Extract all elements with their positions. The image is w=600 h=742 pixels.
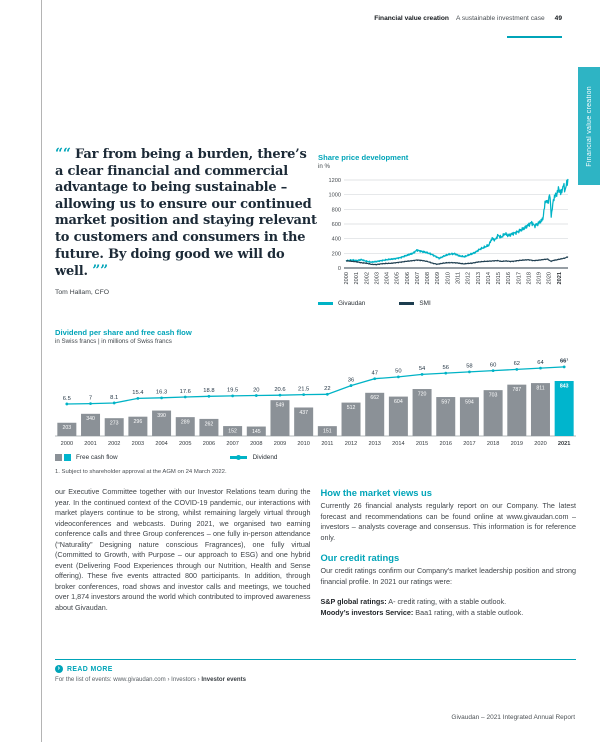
header-section-title: Financial value creation: [374, 15, 449, 22]
x-tick-label: 2021: [557, 441, 571, 447]
legend-label-fcf: Free cash flow: [76, 454, 118, 461]
x-tick-label: 2016: [439, 441, 452, 447]
x-tick-label: 2009: [273, 441, 287, 447]
y-tick-label: 400: [331, 236, 341, 243]
dividend-point: [350, 384, 353, 387]
read-more-arrow-icon: ›: [55, 665, 63, 673]
dividend-label: 18.8: [203, 388, 215, 395]
x-tick-label: 2012: [344, 441, 358, 447]
x-tick-label: 2011: [321, 441, 334, 447]
givaudan-swatch-icon: [318, 302, 333, 305]
dividend-point: [373, 377, 376, 380]
read-more-detail: [55, 676, 576, 683]
dividend-label: 54: [418, 366, 426, 373]
read-more-section: [55, 659, 576, 683]
x-tick-label: 2007: [414, 272, 421, 285]
right-column: [321, 487, 577, 618]
fcf-bar-label: 151: [323, 428, 332, 435]
quote-text: Far from being a burden, there’s a clear financial and commercial advantage to being sustainable – allowing us to ensure our continued market position and staying relevant to customers and consumers in the future. By doing good we will do well.: [55, 147, 317, 280]
dividend-label: 19.5: [226, 387, 239, 394]
fcf-bar-label: 152: [228, 428, 237, 435]
dividend-point: [492, 369, 495, 372]
y-tick-label: 600: [331, 222, 341, 228]
fcf-bar-label: 594: [465, 399, 474, 406]
dividend-label: 36: [347, 377, 355, 384]
x-tick-label: 2014: [485, 272, 492, 285]
dividend-label: 16.3: [155, 389, 168, 396]
quote-attribution: Tom Hallam, CFO: [55, 288, 110, 296]
fcf-bar-label: 597: [441, 399, 451, 406]
x-tick-label: 2010: [445, 272, 452, 285]
fcf-bar-label: 273: [109, 420, 119, 427]
x-tick-label: 2017: [516, 272, 523, 285]
fcf-bar-label: 720: [417, 391, 427, 398]
fcf-bar-label: 340: [86, 416, 95, 423]
dividend-label: 15.4: [132, 390, 144, 397]
dividend-point: [302, 393, 305, 396]
fcf-bar-label: 145: [251, 428, 261, 435]
share-chart-legend: [318, 300, 576, 307]
fcf-bar-label: 262: [204, 421, 214, 428]
legend-item-givaudan: [318, 300, 365, 307]
dividend-line-swatch-icon: [230, 456, 247, 458]
dividend-point: [539, 367, 542, 370]
x-tick-label: 2009: [435, 272, 442, 285]
x-tick-label: 2010: [297, 441, 310, 447]
fcf-bar-label: 437: [299, 409, 308, 416]
dividend-point: [326, 393, 329, 396]
x-tick-label: 2015: [415, 441, 429, 447]
market-views-paragraph: Currently 26 financial analysts regularly report on our Company. The latest forecast and recommendations can be found online at www.givaudan.com – investors – analysts coverage and consensus. This information is for reference only.: [320, 501, 576, 542]
dividend-point: [231, 394, 234, 397]
x-tick-label: 2020: [534, 441, 547, 447]
x-tick-label: 2012: [465, 272, 472, 285]
share-price-chart-svg: [318, 174, 576, 296]
fcf-bar-label: 811: [536, 385, 545, 392]
x-tick-label: 2021: [556, 272, 563, 285]
dividend-label: 6.5: [62, 395, 71, 402]
x-tick-label: 2005: [179, 441, 192, 447]
dividend-point: [255, 394, 258, 397]
x-tick-label: 2003: [374, 272, 381, 285]
x-tick-label: 2006: [202, 441, 216, 447]
dividend-label: 66¹: [559, 358, 569, 365]
left-column: [55, 487, 311, 618]
dividend-label: 58: [466, 363, 473, 370]
dividend-point: [160, 396, 163, 399]
sp-rating-text: A- credit rating, with a stable outlook.: [386, 597, 507, 607]
dividend-label: 17.6: [179, 388, 191, 395]
credit-ratings-heading: Our credit ratings: [320, 552, 400, 564]
x-tick-label: 2020: [546, 272, 553, 285]
read-more-text: For the list of events: www.givaudan.com › Investors ›: [55, 676, 202, 683]
x-tick-label: 2019: [510, 441, 524, 447]
share-price-chart: [318, 153, 576, 307]
fcf-bar-label: 703: [488, 392, 498, 399]
x-tick-label: 2018: [526, 272, 533, 285]
legend-item-dividend: [230, 454, 278, 461]
chart-footnote: 1. Subject to shareholder approval at the AGM on 24 March 2022.: [55, 469, 227, 475]
share-chart-subtitle: in %: [318, 163, 331, 170]
dividend-label: 62: [513, 361, 521, 368]
page-edge-line: [41, 0, 42, 742]
dividend-label: 47: [371, 370, 378, 377]
dividend-point: [563, 365, 566, 368]
fcf-bar-label: 549: [275, 402, 285, 409]
dividend-point: [397, 375, 400, 378]
x-tick-label: 2016: [506, 272, 513, 285]
x-tick-label: 2004: [155, 441, 168, 447]
dividend-point: [89, 402, 92, 405]
dividend-point: [444, 372, 447, 375]
dividend-label: 21.5: [298, 386, 310, 393]
moodys-rating-line: [321, 608, 577, 619]
dividend-label: 50: [395, 368, 402, 375]
dividend-point: [184, 396, 187, 399]
y-tick-label: 800: [331, 207, 341, 214]
dividend-label: 64: [537, 359, 544, 366]
dividend-label: 20.6: [274, 386, 286, 393]
page-footer: Givaudan – 2021 Integrated Annual Report: [451, 714, 575, 721]
x-tick-label: 2006: [404, 272, 411, 285]
x-tick-label: 2004: [384, 272, 391, 285]
x-tick-label: 2013: [368, 441, 381, 447]
legend-label-dividend: Dividend: [252, 454, 278, 461]
dividend-label: 60: [489, 362, 497, 369]
dividend-point: [65, 403, 68, 406]
dividend-point: [279, 394, 282, 397]
x-tick-label: 2008: [425, 272, 432, 285]
open-quote-icon: “: [55, 146, 63, 162]
sp-rating-line: [321, 597, 577, 608]
dividend-point: [113, 402, 116, 405]
x-tick-label: 2000: [344, 272, 350, 285]
sp-rating-label: S&P global ratings:: [320, 597, 387, 607]
dividend-point: [208, 395, 211, 398]
x-tick-label: 2019: [536, 272, 543, 285]
header-accent-rule: [507, 36, 562, 38]
x-tick-label: 2007: [226, 441, 239, 447]
combo-chart-legend: [55, 454, 576, 461]
fcf-bar-label: 512: [346, 404, 356, 411]
read-more-bold-text[interactable]: Investor events: [201, 676, 247, 683]
moodys-rating-label: Moody’s investors Service:: [320, 607, 414, 617]
left-column-paragraph: our Executive Committee together with our Investor Relations team during the year. In the continued context of the COVID-19 pandemic, our interactions with market players continue to be strong, whilst remaining largely virtual through videoconferences and webcasts. During 2021, we organised two earning conference calls and three Group conferences – one fully in-person attendance (“Naturality” Designing nature conscious Fragrances), one fully virtual (Committed to Growth, with Purpose – our approach to ESG) and one hybrid event (Delivering Food Experiences through our Nutrition, Health and Sense offering). These five events attracted 800 participants. In addition, through broker conferences, road shows and investor calls and meetings, we touched over 1,874 investors around the world which contributed to improved awareness about Givaudan.: [55, 487, 311, 613]
dividend-label: 22: [324, 386, 331, 393]
x-tick-label: 2003: [131, 441, 145, 447]
x-tick-label: 2018: [486, 441, 500, 447]
x-tick-label: 2013: [475, 272, 482, 285]
moodys-rating-text: Baa1 rating, with a stable outlook.: [413, 607, 524, 617]
fcf-bar-label: 203: [62, 425, 72, 432]
combo-chart-subtitle: in Swiss francs | in millions of Swiss francs: [55, 338, 172, 345]
dividend-label: 20: [253, 387, 260, 394]
dividend-point: [421, 373, 424, 376]
x-tick-label: 2002: [364, 272, 371, 285]
open-quote-icon: “: [62, 146, 71, 162]
x-tick-label: 2000: [60, 441, 74, 447]
combo-chart-title: Dividend per share and free cash flow: [55, 328, 192, 337]
quote-block: [55, 146, 317, 301]
fcf-teal-swatch-icon: [64, 454, 71, 461]
close-quote-icon: ”: [92, 263, 101, 280]
fcf-bar-label: 662: [370, 395, 380, 402]
dividend-fcf-chart-svg: [55, 348, 576, 452]
close-quote-icon: ”: [100, 263, 108, 280]
x-tick-label: 2015: [496, 272, 503, 285]
header-subsection-title: A sustainable investment case: [455, 15, 545, 22]
body-columns: [55, 487, 576, 618]
fcf-bar-label: 843: [559, 383, 569, 390]
side-tab-label: Financial value creation: [585, 85, 593, 167]
fcf-bar-label: 296: [133, 419, 143, 426]
smi-swatch-icon: [399, 302, 414, 305]
page-number: 49: [554, 15, 562, 22]
credit-ratings-paragraph: Our credit ratings confirm our Company’s market leadership position and strong financial profile. In 2021 our ratings were:: [320, 566, 576, 586]
dividend-point: [136, 397, 139, 400]
y-tick-label: 1200: [328, 178, 341, 184]
y-tick-label: 0: [337, 266, 341, 272]
read-more-label: READ MORE: [67, 665, 113, 673]
dividend-fcf-chart: [55, 328, 576, 475]
x-tick-label: 2005: [394, 272, 401, 285]
fcf-bar-label: 289: [180, 419, 190, 426]
market-views-heading: How the market views us: [320, 487, 432, 498]
legend-label-smi: SMI: [419, 300, 431, 307]
dividend-label: 56: [442, 364, 449, 371]
dividend-point: [468, 370, 471, 373]
legend-label-givaudan: Givaudan: [338, 300, 366, 307]
x-tick-label: 2011: [455, 272, 462, 285]
section-side-tab[interactable]: [578, 67, 600, 185]
fcf-bar-label: 390: [157, 412, 166, 419]
y-tick-label: 1000: [328, 192, 341, 199]
legend-item-smi: [399, 300, 430, 307]
dividend-point: [515, 368, 518, 371]
share-chart-title: Share price development: [318, 153, 409, 162]
page-header: [374, 15, 562, 22]
x-tick-label: 2008: [250, 441, 263, 447]
givaudan-line: [346, 179, 568, 262]
ratings-list: [321, 597, 577, 618]
x-tick-label: 2001: [354, 272, 361, 285]
fcf-bar-label: 604: [394, 398, 403, 405]
x-tick-label: 2014: [392, 441, 405, 447]
fcf-bar-label: 787: [512, 387, 522, 394]
dividend-label: 8.1: [110, 394, 119, 401]
x-tick-label: 2001: [84, 441, 97, 447]
x-tick-label: 2002: [107, 441, 121, 447]
dividend-label: 7: [88, 395, 93, 402]
y-tick-label: 200: [331, 251, 341, 258]
x-tick-label: 2017: [463, 441, 476, 447]
fcf-gray-swatch-icon: [55, 454, 62, 461]
read-more-link[interactable]: [55, 665, 576, 673]
